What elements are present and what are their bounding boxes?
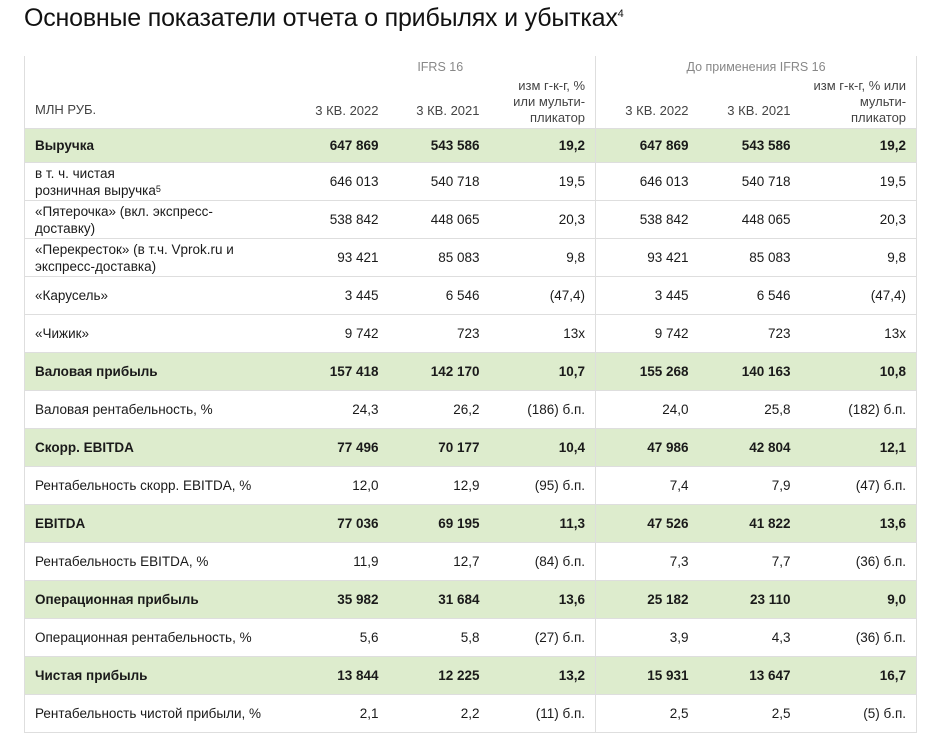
table-cell: 448 065 — [699, 201, 801, 239]
table-cell: 2,1 — [286, 695, 389, 733]
table-cell: 23 110 — [699, 581, 801, 619]
table-cell: 10,7 — [490, 353, 596, 391]
table-cell: 20,3 — [801, 201, 917, 239]
table-cell: (186) б.п. — [490, 391, 596, 429]
table-cell: (95) б.п. — [490, 467, 596, 505]
table-cell: 3,9 — [596, 619, 699, 657]
table-cell: (47) б.п. — [801, 467, 917, 505]
row-label: EBITDA — [25, 505, 286, 543]
table-cell: 13,2 — [490, 657, 596, 695]
table-row — [25, 201, 917, 239]
table-cell: 10,4 — [490, 429, 596, 467]
table-cell: 69 195 — [389, 505, 490, 543]
row-label: Чистая прибыль — [25, 657, 286, 695]
col-q2022-pre: 3 КВ. 2022 — [625, 103, 689, 118]
table-row — [25, 467, 917, 505]
table-row — [25, 429, 917, 467]
table-row — [25, 391, 917, 429]
table-cell: 6 546 — [699, 277, 801, 315]
table-row — [25, 543, 917, 581]
table-cell: 448 065 — [389, 201, 490, 239]
table-cell: 47 986 — [596, 429, 699, 467]
table-cell: 13,6 — [490, 581, 596, 619]
row-label: «Чижик» — [25, 315, 286, 353]
table-cell: 12,0 — [286, 467, 389, 505]
table-cell: 93 421 — [596, 239, 699, 277]
table-cell: (36) б.п. — [801, 543, 917, 581]
table-cell: 19,2 — [801, 129, 917, 163]
table-cell: 3 445 — [596, 277, 699, 315]
table-cell: (36) б.п. — [801, 619, 917, 657]
table-cell: 42 804 — [699, 429, 801, 467]
table-cell: 12,7 — [389, 543, 490, 581]
table-cell: 19,2 — [490, 129, 596, 163]
table-row — [25, 353, 917, 391]
table-cell: 723 — [699, 315, 801, 353]
table-cell: 13 647 — [699, 657, 801, 695]
table-cell: 35 982 — [286, 581, 389, 619]
row-label: Рентабельность скорр. EBITDA, % — [25, 467, 286, 505]
table-cell: 77 496 — [286, 429, 389, 467]
table-cell: 9 742 — [286, 315, 389, 353]
table-cell: 25,8 — [699, 391, 801, 429]
table-cell: 646 013 — [596, 163, 699, 201]
table-cell: 24,3 — [286, 391, 389, 429]
table-cell: 13 844 — [286, 657, 389, 695]
table-row — [25, 277, 917, 315]
table-row — [25, 315, 917, 353]
table-cell: 6 546 — [389, 277, 490, 315]
table-cell: 24,0 — [596, 391, 699, 429]
table-cell: 11,3 — [490, 505, 596, 543]
row-label: Рентабельность чистой прибыли, % — [25, 695, 286, 733]
table-row — [25, 239, 917, 277]
row-label: в т. ч. чистая розничная выручка$^5$ — [25, 163, 286, 201]
table-cell: 647 869 — [596, 129, 699, 163]
table-cell: 19,5 — [801, 163, 917, 201]
table-cell: 77 036 — [286, 505, 389, 543]
row-label: Выручка — [25, 129, 286, 163]
table-cell: 9 742 — [596, 315, 699, 353]
table-cell: 646 013 — [286, 163, 389, 201]
row-label: Валовая прибыль — [25, 353, 286, 391]
table-row — [25, 695, 917, 733]
table-cell: (182) б.п. — [801, 391, 917, 429]
table-cell: (84) б.п. — [490, 543, 596, 581]
col-q2022: 3 КВ. 2022 — [315, 103, 379, 118]
table-cell: 4,3 — [699, 619, 801, 657]
row-label: «Перекресток» (в т.ч. Vprok.ru и экспресс-доставка) — [25, 239, 286, 277]
table-cell: 85 083 — [699, 239, 801, 277]
table-cell: (27) б.п. — [490, 619, 596, 657]
table-cell: 543 586 — [699, 129, 801, 163]
title-footnote: 4 — [617, 8, 624, 20]
table-cell: 5,8 — [389, 619, 490, 657]
group-ifrs16: IFRS 16 — [286, 56, 596, 78]
row-label: Операционная прибыль — [25, 581, 286, 619]
table-cell: 26,2 — [389, 391, 490, 429]
table-cell: 157 418 — [286, 353, 389, 391]
table-cell: 538 842 — [286, 201, 389, 239]
col-q2021: 3 КВ. 2021 — [416, 103, 480, 118]
table-cell: 9,0 — [801, 581, 917, 619]
footnote-marker: 5 — [155, 183, 161, 194]
table-cell: 2,2 — [389, 695, 490, 733]
table-cell: (47,4) — [490, 277, 596, 315]
unit-label: МЛН РУБ. — [25, 78, 286, 129]
col-change: изм г-к-г, % или мульти-пликатор — [490, 78, 596, 129]
table-cell: 538 842 — [596, 201, 699, 239]
table-cell: 11,9 — [286, 543, 389, 581]
table-cell: 12,1 — [801, 429, 917, 467]
table-cell: 155 268 — [596, 353, 699, 391]
row-label: Валовая рентабельность, % — [25, 391, 286, 429]
table-cell: 10,8 — [801, 353, 917, 391]
table-cell: 12 225 — [389, 657, 490, 695]
table-cell: 15 931 — [596, 657, 699, 695]
table-cell: 7,7 — [699, 543, 801, 581]
table-cell: 543 586 — [389, 129, 490, 163]
table-row — [25, 581, 917, 619]
col-change-pre: изм г-к-г, % или мульти-пликатор — [801, 78, 917, 129]
page-title: Основные показатели отчета о прибылях и убытках$^4$ — [24, 4, 624, 32]
table-cell: 7,9 — [699, 467, 801, 505]
table-cell: 2,5 — [699, 695, 801, 733]
table-row — [25, 619, 917, 657]
table-cell: 85 083 — [389, 239, 490, 277]
table-cell: 20,3 — [490, 201, 596, 239]
table-row — [25, 163, 917, 201]
row-label: «Пятерочка» (вкл. экспресс-доставку) — [25, 201, 286, 239]
table-cell: 9,8 — [490, 239, 596, 277]
table-cell: 723 — [389, 315, 490, 353]
table-cell: 7,3 — [596, 543, 699, 581]
group-pre-ifrs16: До применения IFRS 16 — [596, 56, 917, 78]
table-cell: 12,9 — [389, 467, 490, 505]
table-row — [25, 657, 917, 695]
table-cell: 19,5 — [490, 163, 596, 201]
table-cell: 5,6 — [286, 619, 389, 657]
row-label: Операционная рентабельность, % — [25, 619, 286, 657]
table-cell: 41 822 — [699, 505, 801, 543]
table-cell: (11) б.п. — [490, 695, 596, 733]
table-row — [25, 505, 917, 543]
table-cell: 7,4 — [596, 467, 699, 505]
table-cell: 13,6 — [801, 505, 917, 543]
table-cell: 13x — [801, 315, 917, 353]
table-cell: 540 718 — [389, 163, 490, 201]
table-cell: 70 177 — [389, 429, 490, 467]
table-cell: 47 526 — [596, 505, 699, 543]
table-row — [25, 129, 917, 163]
table-cell: 31 684 — [389, 581, 490, 619]
table-cell: 25 182 — [596, 581, 699, 619]
row-label: Рентабельность EBITDA, % — [25, 543, 286, 581]
table-cell: 647 869 — [286, 129, 389, 163]
row-label: Скорр. EBITDA — [25, 429, 286, 467]
table-cell: 540 718 — [699, 163, 801, 201]
table-cell: 140 163 — [699, 353, 801, 391]
table-cell: 93 421 — [286, 239, 389, 277]
pl-table — [24, 56, 917, 733]
table-cell: (47,4) — [801, 277, 917, 315]
table-cell: 3 445 — [286, 277, 389, 315]
table-cell: 9,8 — [801, 239, 917, 277]
table-cell: 142 170 — [389, 353, 490, 391]
col-q2021-pre: 3 КВ. 2021 — [727, 103, 791, 118]
table-cell: 13x — [490, 315, 596, 353]
column-header-row — [25, 78, 917, 129]
group-header-row — [25, 56, 917, 78]
table-cell: (5) б.п. — [801, 695, 917, 733]
table-cell: 2,5 — [596, 695, 699, 733]
table-cell: 16,7 — [801, 657, 917, 695]
row-label: «Карусель» — [25, 277, 286, 315]
